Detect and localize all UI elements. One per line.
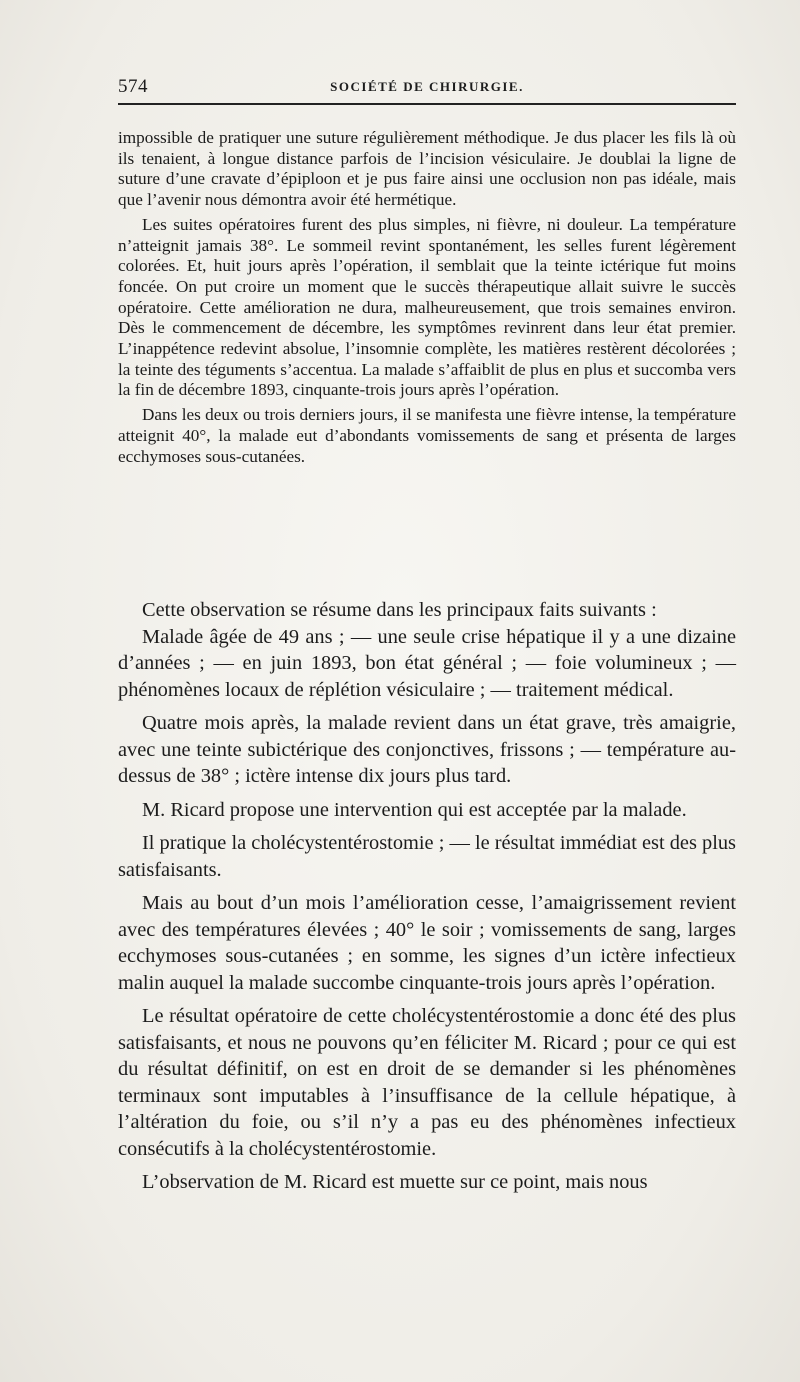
- large-paragraph-6: Mais au bout d’un mois l’amélioration cesse, l’amaigrissement revient avec des températures élevées ; 40° le soir ; vomissements de sang, larges ecchymoses sous-cutanées ; en somme, les signes d’un ictère infectieux malin auquel la malade succombe cinquante-trois jours après l’opération.: [118, 892, 736, 994]
- page-header: [118, 74, 736, 98]
- large-paragraph-4: M. Ricard propose une intervention qui est acceptée par la malade.: [142, 798, 687, 821]
- summary-text: [118, 597, 736, 1196]
- large-paragraph-7: Le résultat opératoire de cette cholécystentérostomie a donc été des plus satisfaisants, et nous ne pouvons qu’en féliciter M. Ricard ; pour ce qui est du résultat définitif, on est en droit de se demander si les phénomènes terminaux sont imputables à l’insuffisance de la cellule hépatique, à l’altération du foie, ou s’il n’y a pas eu des phénomènes infectieux consécutifs à la cholécystentérostomie.: [118, 1005, 736, 1160]
- large-paragraph-2: Malade âgée de 49 ans ; — une seule crise hépatique il y a une dizaine d’années ; — en juin 1893, bon état général ; — foie volumineux ; — phénomènes locaux de réplétion vésiculaire ; — traitement médical.: [118, 625, 736, 701]
- large-paragraph-8: L’observation de M. Ricard est muette sur ce point, mais nous: [142, 1171, 648, 1193]
- large-paragraph-5: Il pratique la cholécystentérostomie ; — le résultat immédiat est des plus satisfaisants.: [118, 832, 736, 881]
- small-paragraph-2: Les suites opératoires furent des plus simples, ni fièvre, ni douleur. La température n’atteignit jamais 38°. Le sommeil revint spontanément, les selles furent légèrement colorées. Et, huit jours après l’opération, il semblait que la teinte ictérique fut moins foncée. On put croire un moment que le succès thérapeutique allait suivre le succès opératoire. Cette amélioration ne dura, malheureusement, que trois semaines environ. Dès le commencement de décembre, les symptômes revinrent dans leur état premier. L’inappétence redevint absolue, l’insomnie complète, les matières restèrent décolorées ; la teinte des téguments s’accentua. La malade s’affaiblit de plus en plus et succomba vers la fin de décembre 1893, cinquante-trois jours après l’opération.: [118, 214, 736, 400]
- small-paragraph-3: Dans les deux ou trois derniers jours, il se manifesta une fièvre intense, la température atteignit 40°, la malade eut d’abondants vomissements de sang et présenta de larges ecchymoses sous-cutanées.: [118, 405, 736, 466]
- small-paragraph-1: impossible de pratiquer une suture régulièrement méthodique. Je dus placer les fils là où ils tenaient, à longue distance parfois de l’incision vésiculaire. Je doublai la ligne de suture d’une cravate d’épiploon et je pus faire ainsi une occlusion non pas idéale, mais que l’avenir nous démontra avoir été hermétique.: [118, 128, 736, 210]
- large-paragraph-1: Cette observation se résume dans les principaux faits suivants :: [142, 599, 657, 621]
- case-report-small-text: [118, 128, 736, 467]
- running-title: SOCIÉTÉ DE CHIRURGIE.: [330, 79, 524, 94]
- large-paragraph-3: Quatre mois après, la malade revient dans un état grave, très amaigrie, avec une teinte subictérique des conjonctives, frissons ; — température au-dessus de 38° ; ictère intense dix jours plus tard.: [118, 712, 736, 787]
- header-rule: [118, 103, 736, 105]
- page-number: 574: [118, 76, 148, 97]
